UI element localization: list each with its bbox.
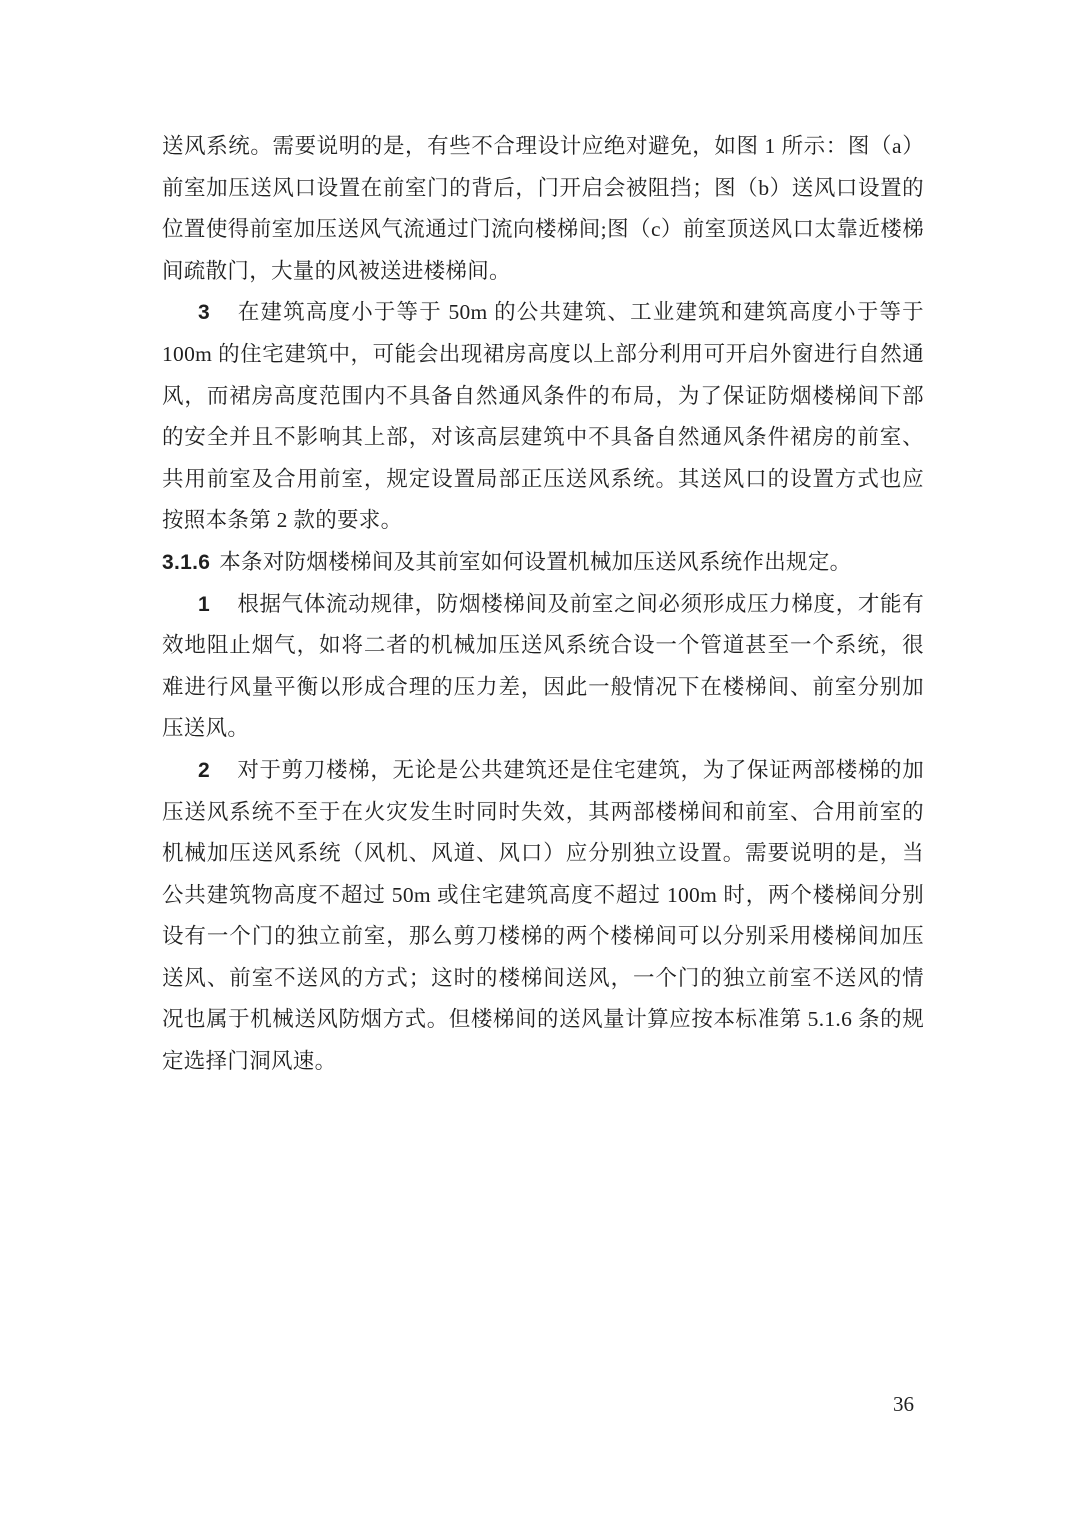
paragraph-text: 送风系统。需要说明的是，有些不合理设计应绝对避免，如图 1 所示：图（a）前室加压送风口设置在前室门的背后，门开启会被阻挡；图（b）送风口设置的位置使得前室加压送风气流通过门流向楼梯间;图（c）前室顶送风口太靠近楼梯间疏散门，大量的风被送进楼梯间。: [162, 134, 924, 283]
document-body: [162, 126, 924, 1083]
page-number: 36: [893, 1392, 914, 1416]
paragraph-text: 在建筑高度小于等于 50m 的公共建筑、工业建筑和建筑高度小于等于 100m 的住宅建筑中，可能会出现裙房高度以上部分利用可开启外窗进行自然通风，而裙房高度范围内不具备自然通风条件的布局，为了保证防烟楼梯间下部的安全并且不影响其上部，对该高层建筑中不具备自然通风条件裙房的前室、共用前室及合用前室，规定设置局部正压送风系统。其送风口的设置方式也应按照本条第 2 款的要求。: [162, 300, 924, 533]
paragraph-text: 本条对防烟楼梯间及其前室如何设置机械加压送风系统作出规定。: [219, 549, 852, 574]
paragraph-clause-3: [162, 292, 924, 542]
paragraph-text: 根据气体流动规律，防烟楼梯间及前室之间必须形成压力梯度，才能有效地阻止烟气，如将二者的机械加压送风系统合设一个管道甚至一个系统，很难进行风量平衡以形成合理的压力差，因此一般情况下在楼梯间、前室分别加压送风。: [162, 591, 924, 741]
paragraph-clause-1: [162, 584, 924, 750]
paragraph-section-3-1-6: [162, 542, 924, 584]
paragraph-clause-2: [162, 750, 924, 1083]
clause-number: 3: [198, 301, 210, 325]
paragraph-text: 对于剪刀楼梯，无论是公共建筑还是住宅建筑，为了保证两部楼梯的加压送风系统不至于在火灾发生时同时失效，其两部楼梯间和前室、合用前室的机械加压送风系统（风机、风道、风口）应分别独立设置。需要说明的是，当公共建筑物高度不超过 50m 或住宅建筑高度不超过 100m 时，两个楼梯间分别设有一个门的独立前室，那么剪刀楼梯的两个楼梯间可以分别采用楼梯间加压送风、前室不送风的方式；这时的楼梯间送风，一个门的独立前室不送风的情况也属于机械送风防烟方式。但楼梯间的送风量计算应按本标准第 5.1.6 条的规定选择门洞风速。: [162, 757, 924, 1074]
section-number: 3.1.6: [162, 550, 211, 574]
paragraph-continuation: [162, 126, 924, 292]
clause-number: 2: [198, 758, 210, 782]
clause-number: 1: [198, 592, 210, 616]
